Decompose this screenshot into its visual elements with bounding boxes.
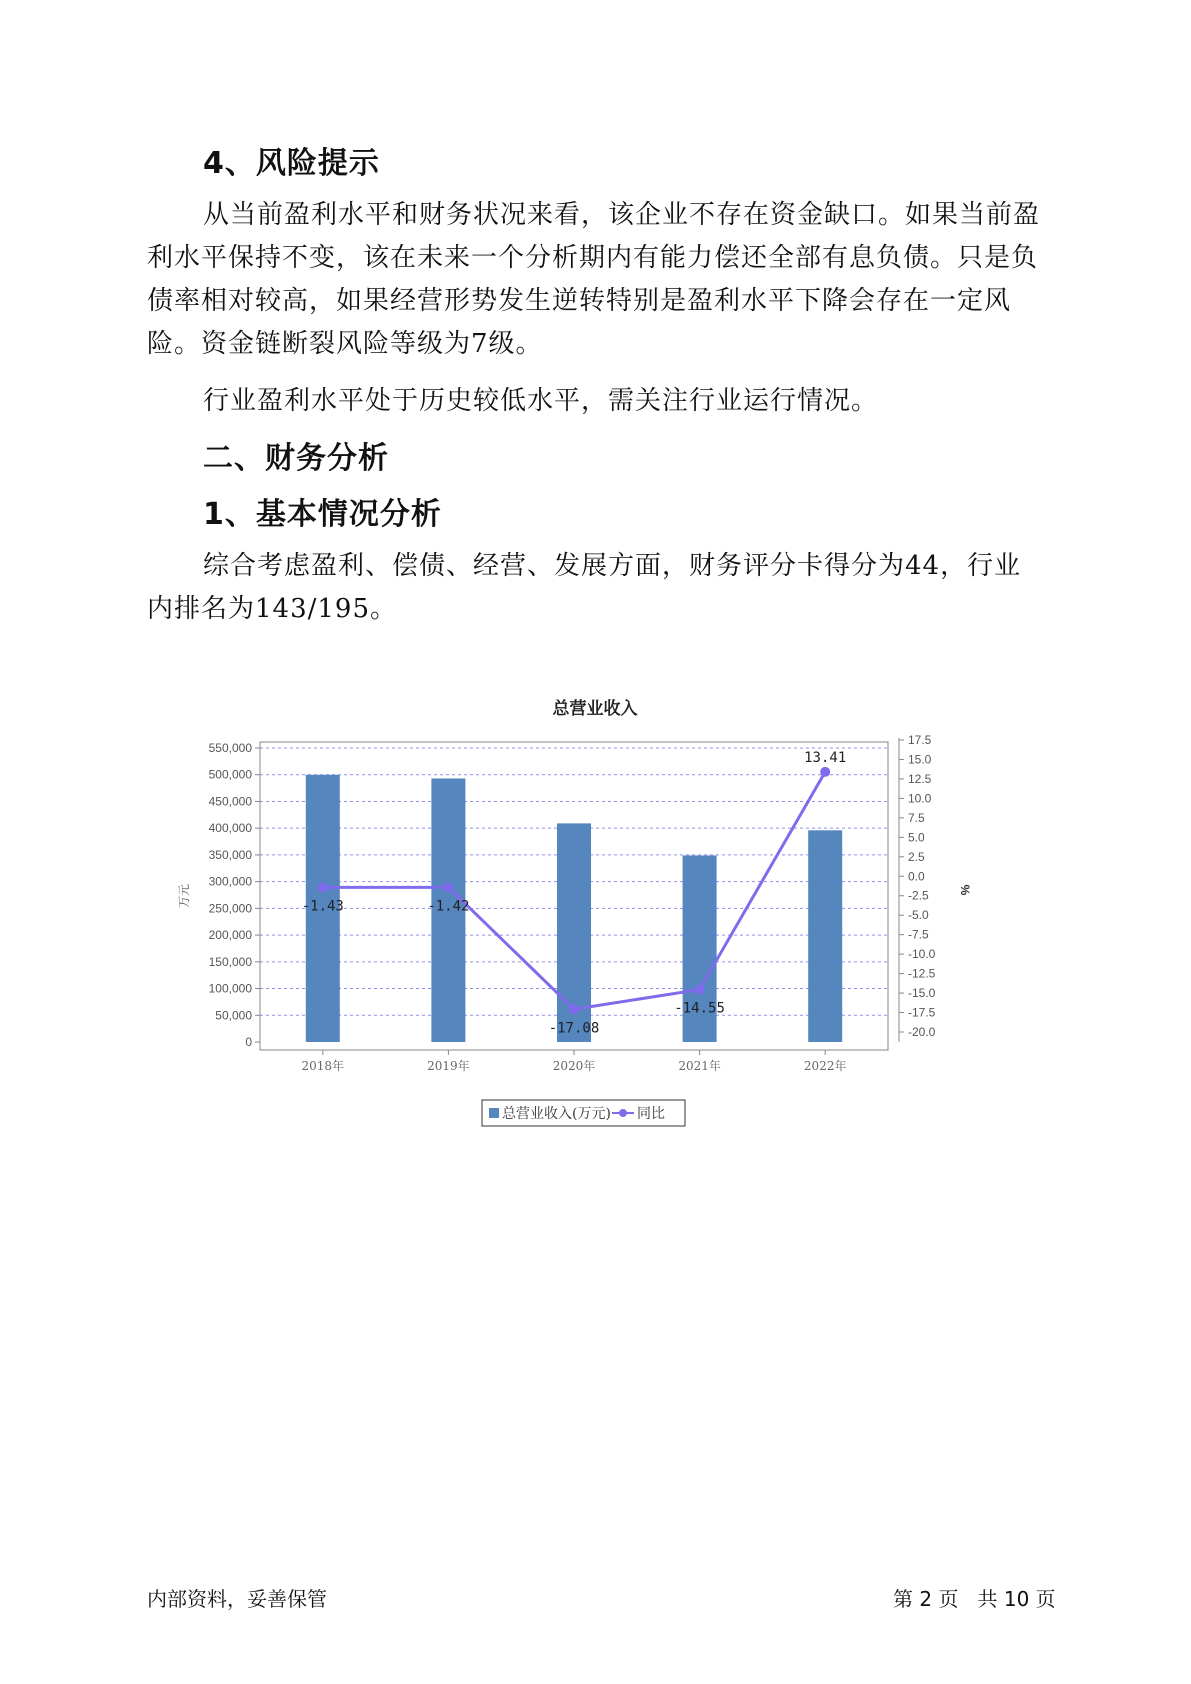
left-tick-label: 150,000 [208,954,252,969]
left-tick-label: 550,000 [208,741,252,755]
left-tick-label: 400,000 [208,821,252,836]
legend-line-label: 同比 [637,1106,665,1122]
legend-bar-label: 总营业收入(万元) [502,1106,611,1122]
chart-title: 总营业收入 [552,699,638,718]
yoy-point [443,882,453,892]
left-tick-label: 50,000 [215,1008,252,1023]
legend [482,1100,685,1126]
x-tick-label: 2022年 [803,1059,847,1073]
left-tick-label: 450,000 [208,794,252,809]
right-tick-label: -20.0 [908,1025,936,1039]
yoy-data-label: -14.55 [674,1000,725,1017]
basic-analysis-heading: 1、基本情况分析 [203,497,442,532]
risk-paragraph-1-text: 从当前盈利水平和财务状况来看，该企业不存在资金缺口。如果当前盈利水平保持不变，该在未来一个分析期内有能力偿还全部有息负债。只是负债率相对较高，如果经营形势发生逆转特别是盈利水平下降会存在一定风险。资金链断裂风险等级为7级。 [147,200,1041,359]
x-tick-label: 2020年 [552,1059,596,1073]
risk-paragraph-1 [147,194,1040,366]
x-tick-label: 2018年 [301,1059,345,1073]
risk-paragraph-2-text: 行业盈利水平处于历史较低水平，需关注行业运行情况。 [203,386,879,416]
right-tick-label: -7.5 [908,927,929,942]
yoy-data-label: -17.08 [548,1020,600,1037]
right-tick-label: -2.5 [908,888,929,903]
yoy-point [569,1004,579,1014]
yoy-data-label: 13.41 [804,749,847,766]
left-tick-label: 300,000 [208,874,252,889]
left-tick-label: 0 [245,1035,252,1049]
left-tick-label: 250,000 [208,901,252,916]
right-tick-label: -5.0 [908,908,929,923]
right-tick-label: 15.0 [908,752,932,767]
yoy-point [318,882,328,892]
yoy-point [820,767,830,777]
right-tick-label: 7.5 [908,810,925,825]
right-axis-label: % [958,884,972,896]
left-tick-label: 200,000 [208,928,252,943]
right-tick-label: 2.5 [908,849,925,864]
finance-heading: 二、财务分析 [203,441,389,476]
left-tick-label: 350,000 [208,847,252,862]
right-tick-label: 0.0 [908,869,925,884]
footer-page-number: 第 2 页 共 10 页 [893,1587,1056,1611]
legend-bar-swatch [489,1108,499,1118]
legend-line-marker [619,1109,627,1117]
basic-analysis-paragraph [147,545,1040,631]
x-axis-ticks [302,1050,847,1073]
left-tick-label: 100,000 [208,981,252,996]
left-axis-ticks [209,741,260,1049]
right-tick-label: 5.0 [908,830,925,845]
risk-paragraph-2 [147,380,1040,423]
x-tick-label: 2021年 [678,1059,721,1073]
revenue-bar [808,830,842,1042]
right-tick-label: -15.0 [908,986,936,1001]
right-tick-label: 12.5 [908,771,932,786]
right-tick-label: -10.0 [908,947,936,962]
basic-analysis-paragraph-text: 综合考虑盈利、偿债、经营、发展方面，财务评分卡得分为44，行业内排名为143/195。 [147,551,1022,624]
x-tick-label: 2019年 [427,1059,470,1073]
yoy-point [695,985,705,995]
right-tick-label: 10.0 [908,791,932,806]
left-tick-label: 500,000 [208,767,252,782]
right-axis-ticks [899,733,936,1039]
footer-confidential: 内部资料，妥善保管 [147,1587,327,1611]
yoy-data-label: -1.43 [301,898,344,915]
yoy-data-label: -1.42 [427,898,470,915]
right-tick-label: -17.5 [908,1005,936,1020]
risk-heading: 4、风险提示 [203,146,380,181]
left-axis-label: 万元 [177,883,191,909]
revenue-chart [175,690,972,1150]
right-tick-label: 17.5 [908,733,932,747]
right-tick-label: -12.5 [908,966,936,981]
